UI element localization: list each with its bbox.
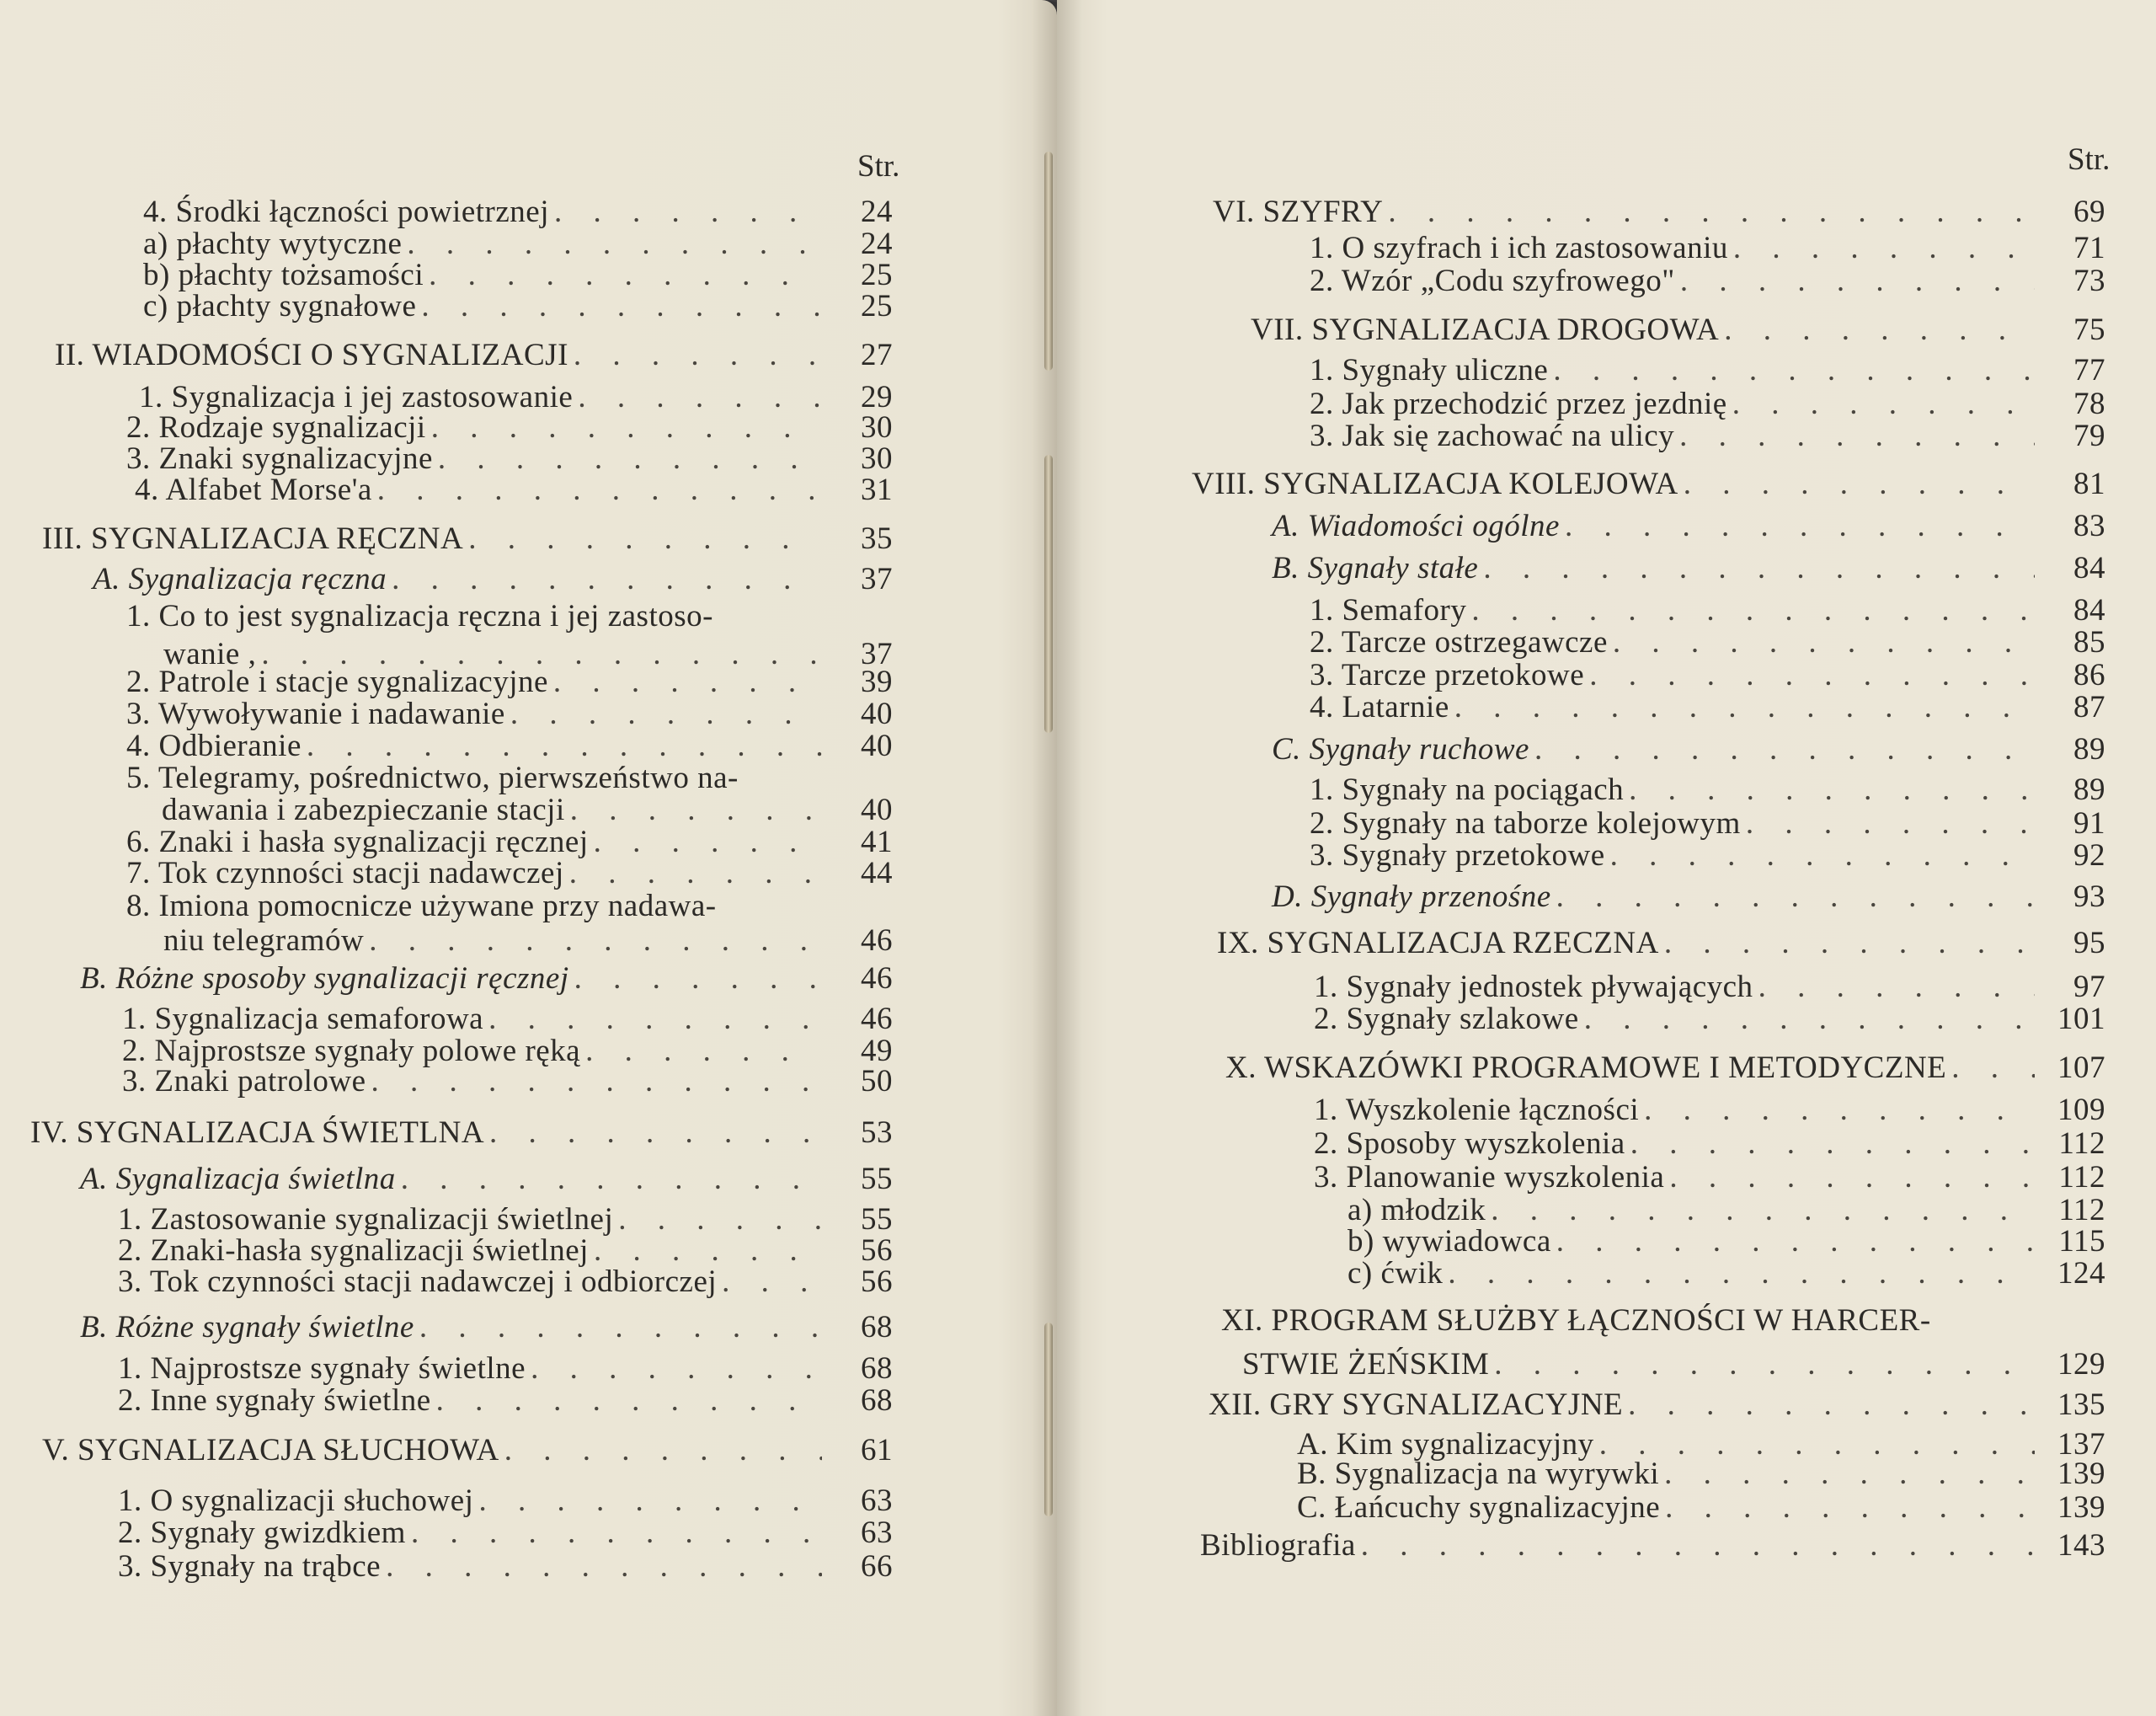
toc-page-number: 101 xyxy=(2057,1002,2105,1036)
leader-dots xyxy=(1630,1127,2035,1161)
leader-dots xyxy=(1565,510,2035,543)
leader-dots xyxy=(1494,1348,2035,1382)
toc-entry-text: a) płachty wytyczne xyxy=(143,227,403,261)
toc-entry[interactable] xyxy=(1209,1388,2105,1422)
leader-dots xyxy=(1684,468,2035,501)
toc-page-number: 37 xyxy=(861,562,893,596)
toc-page-number: 139 xyxy=(2057,1457,2105,1491)
toc-page-number: 55 xyxy=(861,1202,893,1237)
toc-page-number: 87 xyxy=(2073,690,2105,724)
toc-page-number: 25 xyxy=(861,289,893,323)
binding-stitch xyxy=(1044,1323,1053,1516)
toc-entry[interactable] xyxy=(80,1311,893,1344)
leader-dots xyxy=(1680,265,2035,298)
toc-page-number: 53 xyxy=(861,1115,893,1150)
binding-stitch xyxy=(1044,455,1053,733)
leader-dots xyxy=(377,473,822,507)
toc-entry-text: 2. Znaki-hasła sygnalizacji świetlnej xyxy=(118,1233,589,1268)
toc-page-number: 37 xyxy=(861,637,893,671)
toc-page-number: 35 xyxy=(861,521,893,556)
toc-entry[interactable] xyxy=(1314,1161,2105,1195)
leader-dots xyxy=(1644,1093,2035,1127)
toc-entry-text: 3. Znaki sygnalizacyjne xyxy=(126,441,433,476)
toc-entry-text: 1. Semafory xyxy=(1310,593,1467,628)
leader-dots xyxy=(504,1434,822,1467)
toc-page-number: 61 xyxy=(861,1433,893,1467)
toc-entry[interactable] xyxy=(1200,1529,2105,1563)
toc-entry[interactable] xyxy=(1272,733,2105,767)
leader-dots xyxy=(722,1265,822,1299)
toc-page-number: 40 xyxy=(861,729,893,763)
toc-entry-text: STWIE ŻEŃSKIM xyxy=(1242,1347,1490,1382)
leader-dots xyxy=(1483,552,2035,585)
toc-page-number: 112 xyxy=(2058,1160,2105,1195)
toc-entry-text: 3. Planowanie wyszkolenia xyxy=(1314,1160,1665,1195)
toc-entry[interactable] xyxy=(1310,232,2105,265)
toc-entry-text: 4. Alfabet Morse'a xyxy=(135,473,372,507)
toc-entry-text: 1. Sygnały na pociągach xyxy=(1310,772,1625,807)
toc-entry[interactable] xyxy=(1348,1257,2105,1291)
toc-entry[interactable] xyxy=(30,1116,893,1150)
toc-page-number: 39 xyxy=(861,665,893,699)
toc-entry-text: 2. Sygnały szlakowe xyxy=(1314,1002,1579,1036)
toc-page-number: 129 xyxy=(2057,1347,2105,1382)
toc-entry[interactable] xyxy=(1314,970,2105,1004)
toc-page-number: 66 xyxy=(861,1549,893,1584)
toc-entry-text: 2. Sposoby wyszkolenia xyxy=(1314,1126,1625,1161)
leader-dots xyxy=(531,1352,822,1386)
toc-entry[interactable] xyxy=(80,962,893,996)
toc-entry-text: Bibliografia xyxy=(1200,1528,1356,1563)
toc-page-number: 81 xyxy=(2073,467,2105,501)
leader-dots xyxy=(421,290,822,323)
toc-entry-text: 3. Jak się zachować na ulicy xyxy=(1310,419,1675,453)
toc-entry[interactable] xyxy=(1192,468,2105,501)
toc-entry-text: 1. O szyfrach i ich zastosowaniu xyxy=(1310,231,1728,265)
toc-entry-text: b) wywiadowca xyxy=(1348,1224,1551,1259)
toc-page-number: 71 xyxy=(2073,231,2105,265)
leader-dots xyxy=(489,1116,822,1150)
toc-entry[interactable] xyxy=(118,1203,893,1237)
toc-entry[interactable] xyxy=(1310,839,2105,873)
toc-entry-text: B. Różne sposoby sygnalizacji ręcznej xyxy=(80,961,569,996)
toc-page-number: 83 xyxy=(2073,509,2105,543)
toc-entry[interactable] xyxy=(80,1163,893,1196)
toc-entry[interactable] xyxy=(126,698,893,731)
toc-entry-text: 1. Najprostsze sygnały świetlne xyxy=(118,1351,526,1386)
toc-page-number: 84 xyxy=(2073,551,2105,585)
toc-page-number: 112 xyxy=(2058,1193,2105,1227)
toc-entry-text: C. Sygnały ruchowe xyxy=(1272,732,1529,767)
page-column-header: Str. xyxy=(2068,142,2111,177)
toc-entry[interactable] xyxy=(1310,354,2105,388)
leader-dots xyxy=(436,1384,822,1418)
toc-entry[interactable] xyxy=(126,442,893,476)
toc-entry[interactable] xyxy=(1314,1093,2105,1127)
toc-entry[interactable] xyxy=(1272,552,2105,585)
toc-entry-text: c) płachty sygnałowe xyxy=(143,289,417,323)
leader-dots xyxy=(1471,594,2035,628)
toc-entry-text: II. WIADOMOŚCI O SYGNALIZACJI xyxy=(55,338,568,372)
leader-dots xyxy=(569,857,822,890)
toc-entry[interactable] xyxy=(118,1265,893,1299)
toc-entry[interactable] xyxy=(1297,1491,2105,1525)
toc-page-number: 50 xyxy=(861,1064,893,1099)
toc-entry-text: A. Kim sygnalizacyjny xyxy=(1297,1427,1594,1462)
leader-dots xyxy=(488,1002,822,1036)
toc-page-number: 137 xyxy=(2057,1427,2105,1462)
leader-dots xyxy=(1664,1457,2035,1491)
toc-page-number: 27 xyxy=(861,338,893,372)
toc-page-number: 24 xyxy=(861,227,893,261)
toc-entry-text: c) ćwik xyxy=(1348,1256,1444,1291)
right-page xyxy=(1057,0,2156,1716)
toc-entry[interactable] xyxy=(143,290,893,323)
toc-entry[interactable] xyxy=(143,259,893,292)
leader-dots xyxy=(1553,354,2035,388)
leader-dots xyxy=(369,924,822,958)
leader-dots xyxy=(478,1484,822,1518)
toc-page-number: 79 xyxy=(2073,419,2105,453)
leader-dots xyxy=(554,195,822,229)
toc-page-number: 86 xyxy=(2073,658,2105,692)
toc-entry-text: 4. Odbieranie xyxy=(126,729,302,763)
toc-page-number: 40 xyxy=(861,697,893,731)
toc-page-number: 92 xyxy=(2073,838,2105,873)
leader-dots xyxy=(574,339,822,372)
toc-entry-text: X. WSKAZÓWKI PROGRAMOWE I METODYCZNE xyxy=(1225,1050,1947,1085)
toc-page-number: 31 xyxy=(861,473,893,507)
toc-page-number: 69 xyxy=(2073,195,2105,229)
leader-dots xyxy=(438,442,822,476)
toc-page-number: 89 xyxy=(2073,772,2105,807)
leader-dots xyxy=(1669,1161,2035,1195)
toc-page-number: 68 xyxy=(861,1310,893,1344)
toc-entry-text: C. Łańcuchy sygnalizacyjne xyxy=(1297,1490,1661,1525)
toc-page-number: 30 xyxy=(861,441,893,476)
toc-entry-text: IX. SYGNALIZACJA RZECZNA xyxy=(1217,926,1659,960)
leader-dots xyxy=(1629,773,2035,807)
toc-entry-text: 2. Najprostsze sygnały polowe ręką xyxy=(122,1034,581,1068)
toc-entry[interactable] xyxy=(126,826,893,859)
toc-page-number: 84 xyxy=(2073,593,2105,628)
toc-entry[interactable] xyxy=(126,857,893,890)
toc-entry-text: A. Sygnalizacja świetlna xyxy=(80,1162,396,1196)
toc-entry-text: 3. Tok czynności stacji nadawczej i odbiorczej xyxy=(118,1264,718,1299)
toc-entry[interactable] xyxy=(1225,1051,2105,1085)
toc-page-number: 77 xyxy=(2073,353,2105,388)
leader-dots xyxy=(594,1234,822,1268)
toc-entry[interactable] xyxy=(1242,1348,2105,1382)
leader-dots xyxy=(1556,880,2035,914)
leader-dots xyxy=(1448,1257,2035,1291)
leader-dots xyxy=(419,1311,822,1344)
toc-entry[interactable] xyxy=(1348,1194,2105,1227)
leader-dots xyxy=(1628,1388,2035,1422)
toc-page-number: 124 xyxy=(2057,1256,2105,1291)
leader-dots xyxy=(1491,1194,2035,1227)
leader-dots xyxy=(553,666,822,699)
toc-entry-text: VIII. SYGNALIZACJA KOLEJOWA xyxy=(1192,467,1678,501)
toc-entry-text: VI. SZYFRY xyxy=(1213,195,1384,229)
toc-page-number: 25 xyxy=(861,258,893,292)
toc-entry-text: wanie , xyxy=(163,637,257,671)
toc-entry[interactable] xyxy=(135,473,893,507)
leader-dots xyxy=(401,1163,822,1196)
leader-dots xyxy=(570,794,822,827)
leader-dots xyxy=(1951,1051,2035,1085)
toc-entry[interactable] xyxy=(1348,1225,2105,1259)
toc-entry-text: a) młodzik xyxy=(1348,1193,1486,1227)
toc-entry[interactable] xyxy=(55,339,893,372)
toc-entry[interactable] xyxy=(122,1065,893,1099)
toc-entry-text: 5. Telegramy, pośrednictwo, pierwszeństwo na- xyxy=(126,761,739,795)
toc-entry[interactable] xyxy=(118,1484,893,1518)
toc-entry-text: A. Wiadomości ogólne xyxy=(1272,509,1560,543)
leader-dots xyxy=(1556,1225,2035,1259)
toc-entry-text: 2. Patrole i stacje sygnalizacyjne xyxy=(126,665,548,699)
toc-page-number: 44 xyxy=(861,856,893,890)
toc-entry-text: XI. PROGRAM SŁUŻBY ŁĄCZNOŚCI W HARCER- xyxy=(1221,1303,1931,1338)
leader-dots xyxy=(578,381,822,414)
toc-entry-text: b) płachty tożsamości xyxy=(143,258,424,292)
leader-dots xyxy=(618,1203,822,1237)
toc-entry[interactable] xyxy=(118,1234,893,1268)
toc-entry-text: V. SYGNALIZACJA SŁUCHOWA xyxy=(42,1433,499,1467)
toc-entry[interactable] xyxy=(118,1516,893,1550)
toc-entry-text: 2. Sygnały na taborze kolejowym xyxy=(1310,806,1741,841)
toc-page-number: 55 xyxy=(861,1162,893,1196)
book-gutter xyxy=(1032,0,1082,1716)
toc-entry[interactable] xyxy=(1310,594,2105,628)
toc-entry-text: 2. Tarcze ostrzegawcze xyxy=(1310,625,1608,660)
toc-entry-text: 3. Sygnały na trąbce xyxy=(118,1549,382,1584)
toc-entry-text: 1. Co to jest sygnalizacja ręczna i jej zastoso- xyxy=(126,599,713,633)
toc-entry-text: A. Sygnalizacja ręczna xyxy=(93,562,387,596)
toc-page-number: 68 xyxy=(861,1351,893,1386)
toc-entry[interactable] xyxy=(118,1550,893,1584)
leader-dots xyxy=(594,826,822,859)
toc-page-number: 30 xyxy=(861,410,893,445)
toc-entry-text: 2. Jak przechodzić przez jezdnię xyxy=(1310,387,1727,421)
leader-dots xyxy=(1584,1002,2035,1036)
toc-page-number: 75 xyxy=(2073,313,2105,347)
toc-entry[interactable] xyxy=(42,1434,893,1467)
leader-dots xyxy=(1610,839,2035,873)
toc-page-number: 46 xyxy=(861,961,893,996)
toc-entry[interactable] xyxy=(162,794,893,827)
leader-dots xyxy=(1746,807,2035,841)
toc-page-number: 143 xyxy=(2057,1528,2105,1563)
toc-entry[interactable] xyxy=(1310,388,2105,421)
toc-entry-text: 1. Sygnały uliczne xyxy=(1310,353,1549,388)
toc-entry-text: 4. Środki łączności powietrznej xyxy=(143,195,549,229)
toc-page-number: 40 xyxy=(861,793,893,827)
toc-entry-text: 1. Sygnalizacja semaforowa xyxy=(122,1002,484,1036)
toc-entry-text: 1. Sygnalizacja i jej zastosowanie xyxy=(139,380,574,414)
leader-dots xyxy=(431,411,822,445)
toc-page-number: 135 xyxy=(2057,1387,2105,1422)
leader-dots xyxy=(1599,1428,2035,1462)
toc-page-number: 41 xyxy=(861,825,893,859)
toc-page-number: 63 xyxy=(861,1516,893,1550)
toc-page-number: 24 xyxy=(861,195,893,229)
toc-page-number: 139 xyxy=(2057,1490,2105,1525)
toc-entry[interactable] xyxy=(1310,807,2105,841)
toc-entry[interactable] xyxy=(1314,1127,2105,1161)
toc-entry-text: 3. Znaki patrolowe xyxy=(122,1064,366,1099)
leader-dots xyxy=(386,1550,822,1584)
toc-page-number: 73 xyxy=(2073,264,2105,298)
leader-dots xyxy=(510,698,822,731)
toc-entry[interactable] xyxy=(126,666,893,699)
toc-entry-text: 6. Znaki i hasła sygnalizacji ręcznej xyxy=(126,825,589,859)
toc-entry-text: 8. Imiona pomocnicze używane przy nadawa- xyxy=(126,889,717,923)
toc-page-number: 29 xyxy=(861,380,893,414)
toc-entry-text: 1. Zastosowanie sygnalizacji świetlnej xyxy=(118,1202,614,1237)
leader-dots xyxy=(585,1034,822,1068)
toc-page-number: 93 xyxy=(2073,879,2105,914)
toc-entry[interactable] xyxy=(1310,626,2105,660)
leader-dots xyxy=(407,227,822,261)
leader-dots xyxy=(1758,970,2035,1004)
toc-entry[interactable] xyxy=(143,195,893,229)
toc-entry[interactable] xyxy=(118,1352,893,1386)
toc-entry-text: niu telegramów xyxy=(163,923,365,958)
toc-page-number: 49 xyxy=(861,1034,893,1068)
toc-entry[interactable] xyxy=(139,381,893,414)
left-page xyxy=(0,0,1057,1716)
toc-entry-text: B. Sygnalizacja na wyrywki xyxy=(1297,1457,1660,1491)
toc-page-number: 63 xyxy=(861,1483,893,1518)
leader-dots xyxy=(1388,195,2035,229)
leader-dots xyxy=(1679,420,2035,453)
toc-entry[interactable] xyxy=(1217,927,2105,960)
toc-entry[interactable] xyxy=(1213,195,2105,229)
leader-dots xyxy=(411,1516,822,1550)
toc-entry-text: IV. SYGNALIZACJA ŚWIETLNA xyxy=(30,1115,485,1150)
binding-stitch xyxy=(1044,152,1053,371)
leader-dots xyxy=(1589,659,2035,692)
leader-dots xyxy=(1361,1529,2035,1563)
leader-dots xyxy=(1724,313,2035,347)
toc-page-number: 115 xyxy=(2058,1224,2105,1259)
leader-dots xyxy=(1454,691,2035,724)
toc-entry-text: 3. Tarcze przetokowe xyxy=(1310,658,1585,692)
toc-entry[interactable] xyxy=(1310,420,2105,453)
toc-page-number: 46 xyxy=(861,1002,893,1036)
leader-dots xyxy=(574,962,822,996)
toc-entry-text: 1. Sygnały jednostek pływających xyxy=(1314,970,1753,1004)
toc-entry-text: 3. Wywoływanie i nadawanie xyxy=(126,697,505,731)
leader-dots xyxy=(392,563,822,596)
toc-entry[interactable] xyxy=(126,730,893,763)
toc-page-number: 78 xyxy=(2073,387,2105,421)
toc-entry[interactable] xyxy=(1310,691,2105,724)
toc-page-number: 89 xyxy=(2073,732,2105,767)
toc-entry-text: 4. Latarnie xyxy=(1310,690,1449,724)
toc-entry[interactable] xyxy=(1272,880,2105,914)
toc-page-number: 68 xyxy=(861,1383,893,1418)
toc-page-number: 109 xyxy=(2057,1093,2105,1127)
toc-entry-text: 2. Sygnały gwizdkiem xyxy=(118,1516,406,1550)
toc-entry-text: dawania i zabezpieczanie stacji xyxy=(162,793,565,827)
toc-entry-text: 7. Tok czynności stacji nadawczej xyxy=(126,856,564,890)
toc-page-number: 95 xyxy=(2073,926,2105,960)
toc-page-number: 97 xyxy=(2073,970,2105,1004)
toc-page-number: 112 xyxy=(2058,1126,2105,1161)
toc-entry[interactable] xyxy=(93,563,893,596)
toc-entry-text: D. Sygnały przenośne xyxy=(1272,879,1551,914)
toc-entry[interactable] xyxy=(1310,659,2105,692)
leader-dots xyxy=(429,259,822,292)
leader-dots xyxy=(1665,1491,2035,1525)
toc-entry[interactable] xyxy=(126,411,893,445)
toc-entry-text: III. SYGNALIZACJA RĘCZNA xyxy=(42,521,464,556)
toc-entry[interactable] xyxy=(122,1002,893,1036)
toc-entry-text: B. Różne sygnały świetlne xyxy=(80,1310,414,1344)
toc-entry-text: 3. Sygnały przetokowe xyxy=(1310,838,1605,873)
leader-dots xyxy=(307,730,822,763)
toc-entry-text: VII. SYGNALIZACJA DROGOWA xyxy=(1251,313,1720,347)
toc-entry-text: 1. Wyszkolenie łączności xyxy=(1314,1093,1640,1127)
leader-dots xyxy=(1613,626,2035,660)
toc-entry-text: 1. O sygnalizacji słuchowej xyxy=(118,1483,474,1518)
toc-entry[interactable] xyxy=(118,1384,893,1418)
toc-entry-text: 2. Rodzaje sygnalizacji xyxy=(126,410,426,445)
leader-dots xyxy=(1664,927,2035,960)
toc-entry[interactable] xyxy=(163,924,893,958)
toc-entry[interactable] xyxy=(122,1034,893,1068)
toc-entry-text: XII. GRY SYGNALIZACYJNE xyxy=(1209,1387,1624,1422)
leader-dots xyxy=(1733,232,2035,265)
leader-dots xyxy=(1534,733,2035,767)
toc-page-number: 85 xyxy=(2073,625,2105,660)
page-column-header: Str. xyxy=(857,149,900,184)
toc-entry[interactable] xyxy=(1310,773,2105,807)
toc-entry-text: B. Sygnały stałe xyxy=(1272,551,1479,585)
toc-page-number: 91 xyxy=(2073,806,2105,841)
toc-page-number: 56 xyxy=(861,1264,893,1299)
toc-page-number: 107 xyxy=(2057,1050,2105,1085)
toc-entry[interactable] xyxy=(1251,313,2105,347)
toc-entry[interactable] xyxy=(1314,1002,2105,1036)
toc-entry[interactable] xyxy=(1297,1457,2105,1491)
toc-entry[interactable] xyxy=(1310,265,2105,298)
toc-page-number: 46 xyxy=(861,923,893,958)
leader-dots xyxy=(371,1065,823,1099)
toc-page-number: 56 xyxy=(861,1233,893,1268)
leader-dots xyxy=(468,522,822,556)
leader-dots xyxy=(1732,388,2035,421)
toc-entry[interactable] xyxy=(42,522,893,556)
toc-entry-text: 2. Wzór „Codu szyfrowego" xyxy=(1310,264,1675,298)
toc-entry[interactable] xyxy=(1272,510,2105,543)
toc-entry[interactable] xyxy=(143,227,893,261)
toc-entry-text: 2. Inne sygnały świetlne xyxy=(118,1383,431,1418)
